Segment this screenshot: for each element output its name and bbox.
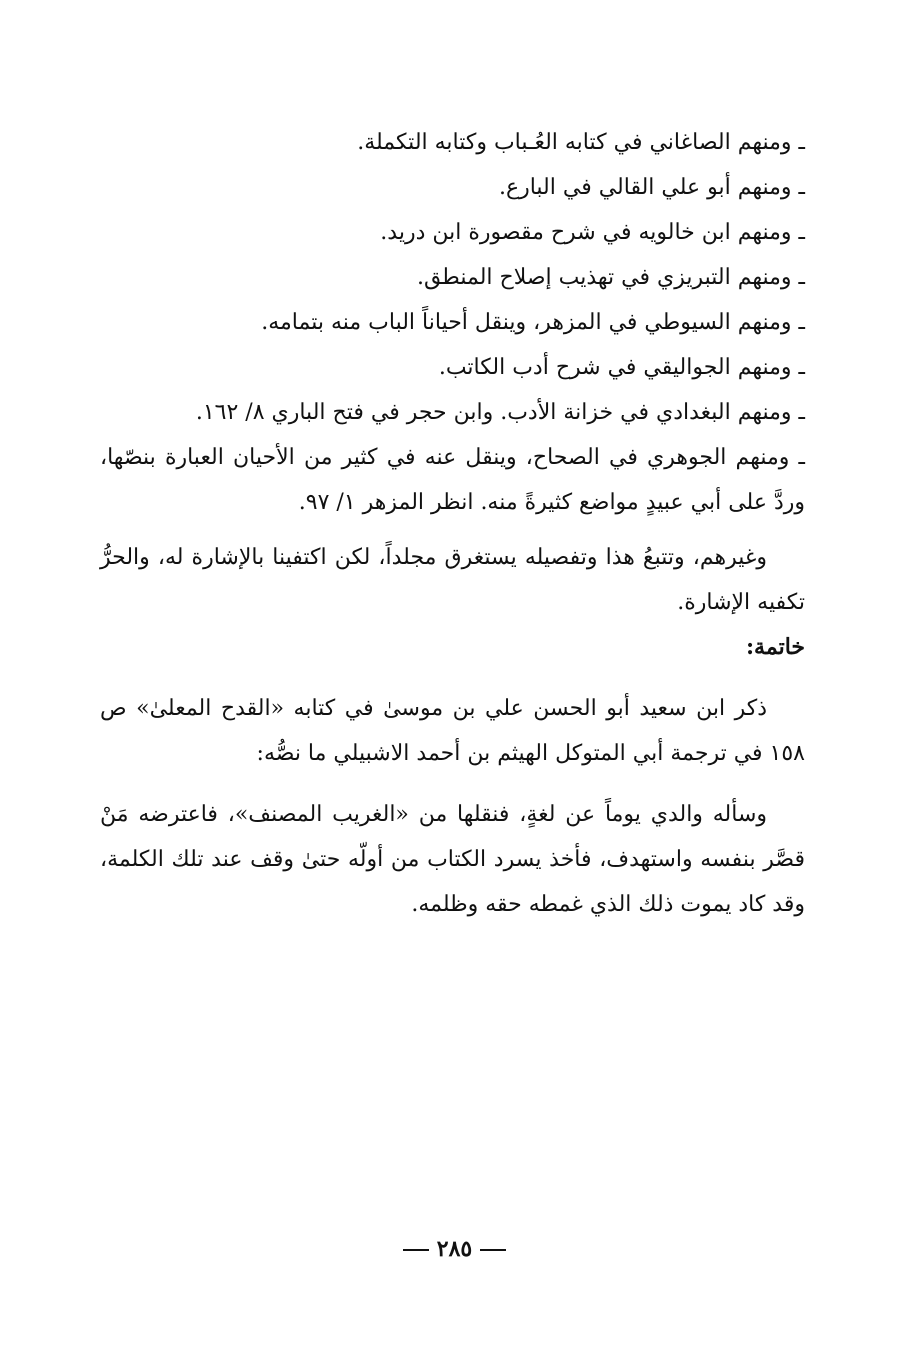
dash-left [480, 1249, 506, 1251]
paragraph-quote: وسأله والدي يوماً عن لغةٍ، فنقلها من «الغريب المصنف»، فاعترضه مَنْ قصَّر بنفسه واستهدف، فأخذ يسرد الكتاب من أولّه حتىٰ وقف عند تلك الكلمة، وقد كاد يموت ذلك الذي غمطه حقه وظلمه. [100, 802, 805, 917]
list-item: ـ ومنهم الصاغاني في كتابه العُـباب وكتابه التكملة. [357, 130, 805, 155]
list-item: ـ ومنهم الجوهري في الصحاح، وينقل عنه في كثير من الأحيان العبارة بنصّها، وردَّ على أبي عبيدٍ مواضع كثيرةً منه. انظر المزهر ١/ ٩٧. [100, 445, 805, 515]
list-item: ـ ومنهم السيوطي في المزهر، وينقل أحياناً الباب منه بتمامه. [261, 310, 805, 335]
page-body [100, 120, 805, 927]
page-number-value: ٢٨٥ [436, 1236, 473, 1262]
list-item: ـ ومنهم الجواليقي في شرح أدب الكاتب. [438, 355, 805, 380]
page-number [0, 1236, 909, 1262]
section-heading: خاتمة: [745, 634, 805, 660]
list-item: ـ ومنهم أبو علي القالي في البارع. [498, 175, 805, 200]
dash-right [403, 1249, 429, 1251]
list-item: ـ ومنهم البغدادي في خزانة الأدب. وابن حجر في فتح الباري ٨/ ١٦٢. [195, 400, 805, 425]
paragraph-quote-intro: ذكر ابن سعيد أبو الحسن علي بن موسىٰ في كتابه «القدح المعلىٰ» ص ١٥٨ في ترجمة أبي المتوكل الهيثم بن أحمد الاشبيلي ما نصُّه: [100, 696, 805, 766]
closing-paragraph: وغيرهم، وتتبعُ هذا وتفصيله يستغرق مجلداً، لكن اكتفينا بالإشارة له، والحرُّ تكفيه الإشارة. [100, 545, 805, 615]
list-item: ـ ومنهم التبريزي في تهذيب إصلاح المنطق. [416, 265, 805, 290]
list-item: ـ ومنهم ابن خالويه في شرح مقصورة ابن دريد. [380, 220, 805, 245]
